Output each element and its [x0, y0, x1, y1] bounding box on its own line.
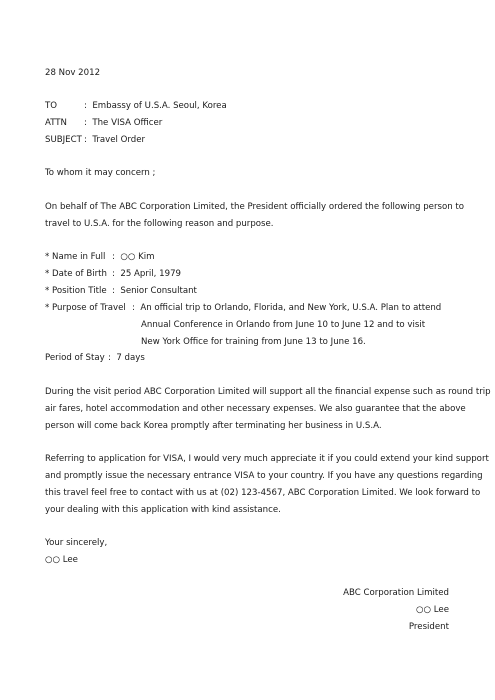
request-line: this travel feel free to contact with us at (02) 123-4567, ABC Corporation Limited. We look forward to: [45, 488, 481, 498]
name-label: * Name in Full: [45, 252, 106, 262]
purpose-colon: :: [132, 303, 141, 313]
header-attn-row: [45, 117, 162, 129]
support-line: air fares, hotel accommodation and other necessary expenses. We also guarantee that the above: [45, 404, 466, 414]
position-value: Senior Consultant: [120, 286, 197, 296]
request-line: and promptly issue the necessary entrance VISA to your country. If you have any questions regarding: [45, 471, 483, 481]
attn-colon: :: [84, 118, 93, 128]
intro-line: travel to U.S.A. for the following reason and purpose.: [45, 219, 274, 229]
to-label: TO: [45, 101, 58, 111]
purpose-line: Annual Conference in Orlando from June 10 to June 12 and to visit: [141, 320, 426, 330]
header-to-row: [45, 100, 227, 112]
stay-label: Period of Stay: [45, 353, 105, 363]
dob-value: 25 April, 1979: [120, 269, 182, 279]
detail-position-row: [45, 285, 197, 297]
purpose-line: New York Office for training from June 13 to June 16.: [141, 337, 366, 347]
letter-date: 28 Nov 2012: [45, 68, 101, 78]
request-line: your dealing with this application with kind assistance.: [45, 505, 281, 515]
purpose-label: * Purpose of Travel: [45, 303, 126, 313]
subject-label: SUBJECT: [45, 135, 82, 145]
to-colon: :: [84, 101, 93, 111]
detail-stay-row: [45, 352, 145, 364]
salutation: To whom it may concern ;: [45, 168, 156, 178]
sender-name: ○○ Lee: [45, 555, 78, 565]
subject-colon: :: [84, 135, 93, 145]
intro-line: On behalf of The ABC Corporation Limited, the President officially ordered the following person to: [45, 202, 465, 212]
stay-colon: :: [108, 353, 117, 363]
attn-label: ATTN: [45, 118, 67, 128]
dob-label: * Date of Birth: [45, 269, 107, 279]
attn-value: The VISA Officer: [92, 118, 163, 128]
subject-value: Travel Order: [92, 135, 146, 145]
purpose-line: An official trip to Orlando, Florida, and New York, U.S.A. Plan to attend: [140, 303, 442, 313]
support-line: During the visit period ABC Corporation Limited will support all the financial expense such as round trip: [45, 387, 491, 397]
position-label: * Position Title: [45, 286, 107, 296]
stay-value: 7 days: [116, 353, 145, 363]
signature-name: ○○ Lee: [416, 605, 449, 615]
signature-title: President: [408, 622, 449, 632]
request-line: Referring to application for VISA, I would very much appreciate it if you could extend your kind support: [45, 454, 489, 464]
to-value: Embassy of U.S.A. Seoul, Korea: [92, 101, 227, 111]
position-colon: :: [112, 286, 121, 296]
dob-colon: :: [112, 269, 121, 279]
name-value: ○○ Kim: [120, 252, 155, 262]
header-subject-row: [45, 134, 145, 146]
detail-name-row: [45, 251, 154, 263]
support-line: person will come back Korea promptly after terminating her business in U.S.A.: [45, 421, 382, 431]
signature-company: ABC Corporation Limited: [343, 588, 449, 598]
detail-dob-row: [45, 268, 181, 280]
closing: Your sincerely,: [45, 538, 108, 548]
detail-purpose-row: [45, 302, 441, 314]
name-colon: :: [112, 252, 121, 262]
